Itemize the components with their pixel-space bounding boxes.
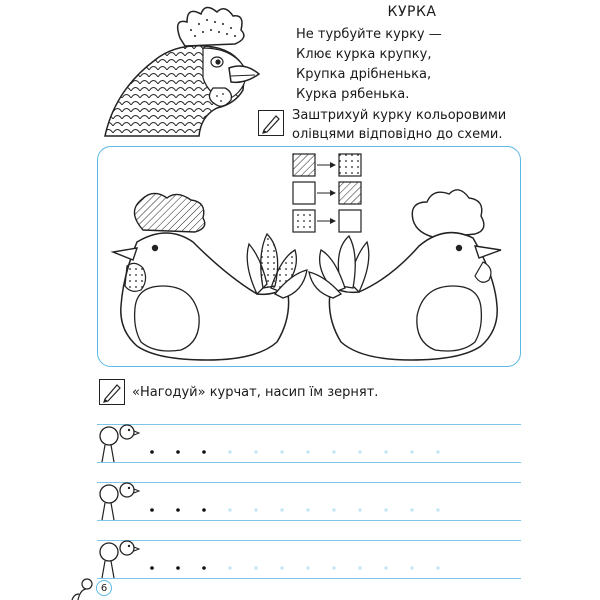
- grain-dot: [332, 450, 335, 453]
- grain-dot: [280, 450, 283, 453]
- grain-dot: [176, 566, 180, 570]
- poem-title: КУРКА: [387, 4, 437, 20]
- right-hen-outline: [309, 190, 501, 360]
- pencil-icon: [99, 379, 125, 405]
- grain-dot: [332, 508, 335, 511]
- grain-dot: [280, 508, 283, 511]
- grain-dot: [228, 450, 231, 453]
- grain-dot: [150, 450, 154, 454]
- grain-dot: [202, 508, 206, 512]
- grain-dot: [280, 566, 283, 569]
- task1-text-line: Заштрихуй курку кольоровими: [292, 108, 507, 123]
- pencil-icon: [258, 110, 284, 136]
- poem-line: Курка рябенька.: [296, 87, 410, 102]
- grain-dot: [410, 566, 413, 569]
- chick-figure: [100, 483, 139, 520]
- grain-dot: [436, 508, 439, 511]
- grain-dot: [202, 566, 206, 570]
- poem-line: Клює курка крупку,: [296, 47, 432, 62]
- grain-dot: [254, 566, 257, 569]
- chick-figure: [100, 541, 139, 578]
- chick-figure: [100, 425, 139, 462]
- coloring-scheme: [97, 146, 521, 367]
- page-number: 6: [96, 580, 112, 596]
- grain-dot: [358, 508, 361, 511]
- grain-dot: [410, 450, 413, 453]
- grain-dot: [228, 566, 231, 569]
- grain-dot: [436, 566, 439, 569]
- poem-line: Крупка дрібненька,: [296, 67, 432, 82]
- grain-dot: [436, 450, 439, 453]
- grain-dot: [306, 508, 309, 511]
- hen-head-illustration: [95, 0, 275, 140]
- grain-dot: [384, 566, 387, 569]
- grain-dot: [150, 566, 154, 570]
- grain-dot: [254, 508, 257, 511]
- grain-dot: [384, 450, 387, 453]
- scheme-legend: [293, 154, 361, 232]
- grain-dot: [306, 450, 309, 453]
- grain-dot: [176, 450, 180, 454]
- grain-dot: [384, 508, 387, 511]
- grain-dot: [254, 450, 257, 453]
- grain-dot: [176, 508, 180, 512]
- task2-text: «Нагодуй» курчат, насип їм зернят.: [132, 385, 379, 400]
- grain-dot: [358, 566, 361, 569]
- task1-text-line: олівцями відповідно до схеми.: [292, 127, 503, 142]
- grain-dot: [150, 508, 154, 512]
- grain-dot: [358, 450, 361, 453]
- grain-dot: [202, 450, 206, 454]
- grain-dot: [306, 566, 309, 569]
- grain-dot: [228, 508, 231, 511]
- left-hen-outline: [113, 193, 307, 360]
- chick-feeding-rows: [97, 420, 521, 580]
- grain-dot: [410, 508, 413, 511]
- poem-line: Не турбуйте курку —: [296, 27, 442, 42]
- grain-dot: [332, 566, 335, 569]
